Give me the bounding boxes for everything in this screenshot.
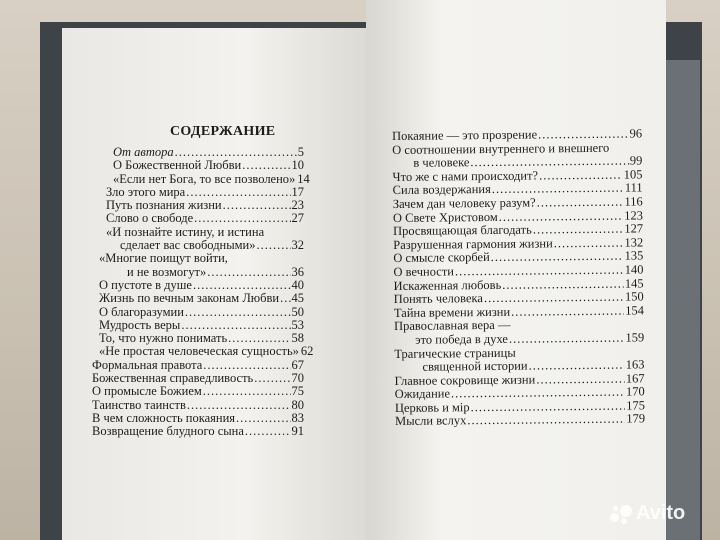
dot-leader [228, 332, 290, 345]
dot-leader [207, 266, 290, 279]
toc-entry [92, 226, 304, 239]
toc-entry [92, 412, 304, 425]
toc-entry-title: «Не простая человеческая сущность» [99, 344, 299, 359]
dot-leader [223, 199, 291, 212]
toc-entry-title: Зло этого мира [106, 184, 186, 199]
toc-entry-title: «Многие поищут войти, [99, 251, 228, 266]
toc-entry-title: Православная вера — [393, 318, 511, 334]
toc-entry-page: 145 [624, 275, 644, 291]
toc-entry-page: 23 [291, 198, 304, 213]
toc-entry-title: О смысле скорбей [393, 250, 490, 266]
toc-entry [92, 186, 304, 199]
toc-entry-page: 70 [291, 371, 304, 386]
toc-entry-page: 36 [291, 264, 304, 279]
dot-leader [491, 250, 624, 265]
toc-entry-title: Трагические страницы [394, 345, 516, 361]
toc-entry-page: 10 [291, 158, 304, 173]
toc-entry-page: 132 [624, 235, 644, 250]
toc-entry-page: 127 [624, 221, 644, 236]
toc-entry [92, 279, 304, 292]
dot-leader [509, 331, 625, 346]
dot-leader [203, 359, 290, 372]
toc-entry-page: 17 [291, 184, 304, 199]
toc-entry [394, 304, 644, 320]
toc-entry-page: 167 [625, 371, 645, 386]
toc-entry [92, 344, 314, 359]
dot-leader [175, 146, 297, 159]
toc-entry-page: 27 [291, 211, 304, 226]
dot-leader [499, 209, 624, 224]
toc-entry [92, 212, 304, 225]
dot-leader [245, 425, 291, 438]
toc-entry-title: «И познайте истину, и истина [106, 224, 265, 239]
dot-leader [185, 306, 291, 319]
toc-entry-title: От автора [113, 145, 174, 159]
toc-entry-page: 5 [297, 145, 304, 159]
toc-entry-title: В чем сложность покаяния [92, 410, 236, 425]
dot-leader [280, 292, 290, 305]
toc-entry-title: Формальная правота [92, 357, 203, 372]
dot-leader [257, 239, 291, 252]
toc-entry-page: 40 [291, 277, 304, 292]
dot-leader [186, 186, 290, 199]
toc-entry [92, 359, 304, 372]
toc-entry [92, 372, 304, 385]
toc-entry-page: 91 [291, 424, 304, 439]
dot-leader [511, 304, 624, 319]
toc-entry [92, 159, 304, 172]
toc-entry [394, 331, 644, 347]
dot-leader [533, 223, 624, 238]
toc-entry-title: Просвящающая благодать [392, 222, 532, 239]
toc-entry-page: 14 [297, 171, 310, 186]
toc-left-list [92, 145, 314, 439]
toc-entry-title: О промысле Божием [92, 384, 202, 399]
toc-entry [92, 399, 304, 412]
toc-entry-page: 159 [625, 330, 645, 345]
dot-leader [254, 372, 290, 385]
toc-entry [92, 239, 304, 252]
avito-text: Avito [636, 502, 686, 524]
toc-entry-title: Зачем дан человеку разум? [392, 195, 536, 211]
toc-entry-title: Понять человека [393, 291, 483, 307]
toc-entry-page: 96 [629, 126, 643, 141]
dot-leader [539, 168, 623, 182]
dot-leader [242, 159, 290, 172]
toc-entry-page: 150 [624, 289, 644, 304]
dot-leader [194, 212, 290, 225]
toc-entry [92, 425, 304, 438]
dot-leader [467, 413, 625, 428]
toc-entry-page: 53 [291, 317, 304, 332]
toc-entry-title: Слово о свободе [106, 211, 194, 226]
toc-entry-page: 50 [291, 304, 304, 319]
toc-entry-page: 123 [624, 207, 643, 223]
dot-leader [528, 359, 624, 374]
toc-entry-page: 135 [624, 248, 644, 263]
dot-leader [537, 196, 624, 211]
toc-entry-page: 175 [626, 398, 645, 413]
toc-entry-title: и не возмогут» [127, 264, 207, 279]
toc-entry-page: 140 [624, 262, 644, 277]
toc-entry-page: 111 [624, 180, 643, 195]
toc-entry-title: Жизнь по вечным законам Любви [99, 291, 280, 306]
toc-entry-title: Сила воздержания [392, 182, 491, 198]
dot-leader [187, 399, 291, 412]
toc-entry-page: 67 [291, 357, 304, 372]
dot-leader [492, 182, 624, 197]
toc-entry [92, 266, 304, 279]
dot-leader [502, 277, 624, 292]
toc-entry-title: То, что нужно понимать [99, 331, 228, 346]
toc-entry-page: 62 [300, 344, 314, 359]
avito-logo-icon [610, 503, 632, 525]
dot-leader [538, 128, 629, 143]
toc-entry-title: это победа в духе [415, 331, 508, 347]
toc-entry-title: О пустоте в душе [99, 277, 192, 292]
toc-entry-page: 45 [291, 291, 304, 306]
book-cover-edge [660, 60, 700, 540]
toc-entry [92, 306, 304, 319]
toc-right-list [392, 127, 645, 429]
toc-entry-title: О соотношении внутреннего и внешнего [392, 140, 610, 157]
toc-entry-title: священной истории [422, 358, 528, 374]
toc-entry-title: Тайна времени жизни [393, 304, 511, 320]
toc-entry-title: Возвращение блудного сына [92, 424, 244, 439]
toc-entry-page: 116 [624, 194, 643, 209]
toc-entry-title: Мудрость веры [99, 317, 181, 332]
toc-entry-title: Путь познания жизни [106, 198, 222, 213]
toc-entry-title: Мысли вслух [394, 413, 467, 429]
toc-entry-page: 32 [291, 238, 304, 253]
avito-watermark [610, 502, 685, 525]
toc-entry [92, 332, 304, 345]
toc-entry-page: 170 [625, 384, 645, 399]
toc-entry-title: Искаженная любовь [393, 277, 502, 293]
toc-entry-page: 80 [291, 397, 304, 412]
toc-entry-title: О благоразумии [99, 304, 184, 319]
toc-entry-page: 75 [291, 384, 304, 399]
dot-leader [236, 412, 290, 425]
dot-leader [193, 279, 291, 292]
toc-entry-title: сделает вас свободными» [120, 238, 256, 253]
toc-entry-title: О Божественной Любви [113, 158, 242, 173]
toc-entry-title: Таинство таинств [92, 397, 186, 412]
toc-entry-page: 105 [623, 167, 643, 182]
toc-entry [92, 252, 304, 265]
toc-entry-title: Главное сокровище жизни [394, 372, 536, 388]
toc-entry-title: Разрушенная гармония жизни [393, 236, 553, 252]
toc-entry-page: 163 [625, 357, 645, 372]
toc-heading: СОДЕРЖАНИЕ [170, 124, 276, 139]
toc-entry [92, 292, 304, 305]
toc-entry-title: «Если нет Бога, то все позволено» [113, 171, 296, 186]
toc-entry [92, 171, 310, 186]
toc-entry-title: Церковь и мiр [394, 400, 470, 415]
toc-entry-title: Божественная справедливость [92, 371, 254, 386]
toc-entry-page: 99 [629, 153, 643, 168]
toc-entry-title: О вечности [393, 264, 455, 279]
toc-entry [92, 199, 304, 212]
dot-leader [536, 372, 625, 387]
toc-entry [395, 413, 645, 429]
toc-entry [92, 385, 304, 398]
toc-entry-page: 58 [291, 331, 304, 346]
dot-leader [554, 236, 624, 250]
toc-entry-title: О Свете Христовом [392, 209, 498, 225]
dot-leader [203, 385, 291, 398]
toc-entry-title: Ожидание [394, 386, 451, 402]
toc-entry-page: 83 [291, 410, 304, 425]
toc-entry [92, 146, 304, 159]
toc-entry-title: Покаяние — это прозрение [391, 127, 538, 143]
toc-entry-title: в человеке [413, 155, 470, 170]
dot-leader [181, 319, 290, 332]
dot-leader [484, 291, 624, 306]
toc-entry-page: 154 [625, 303, 644, 318]
toc-entry-page: 179 [626, 411, 646, 427]
toc-entry [92, 319, 304, 332]
toc-entry-title: Что же с нами происходит? [392, 168, 539, 184]
